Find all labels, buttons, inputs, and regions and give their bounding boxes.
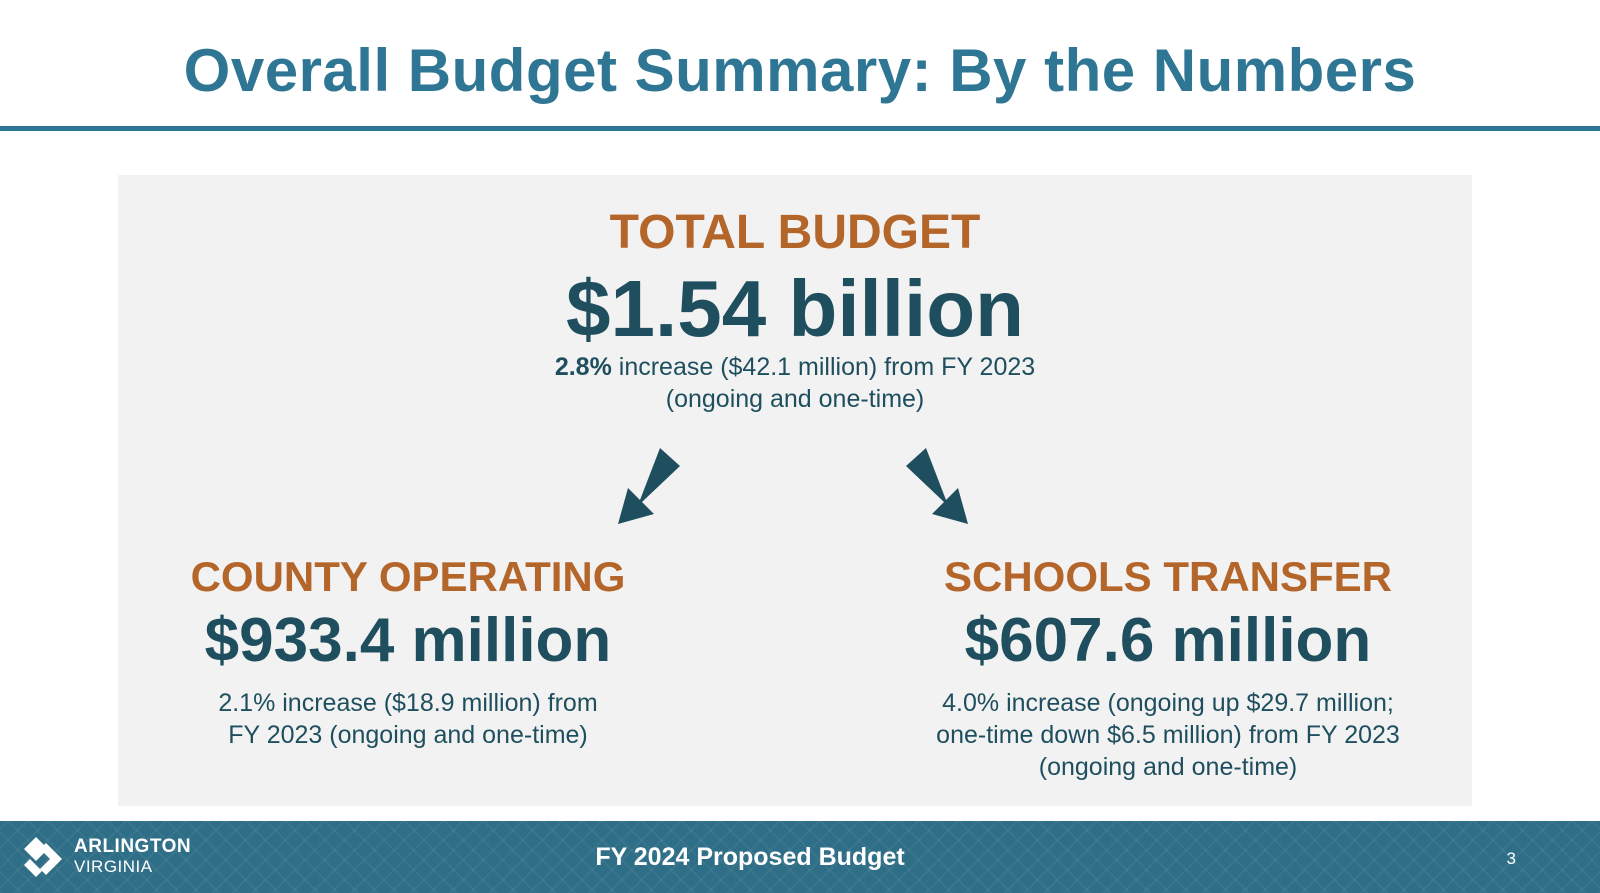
total-desc-line1 [118, 351, 1472, 383]
total-budget-description [118, 351, 1472, 415]
total-budget-label: TOTAL BUDGET [609, 206, 981, 259]
page-title: Overall Budget Summary: By the Numbers [183, 37, 1417, 104]
footer-title: FY 2024 Proposed Budget [595, 843, 905, 871]
total-pct: 2.8% [554, 353, 612, 381]
schools-desc-line1: 4.0% increase (ongoing up $29.7 million; [942, 689, 1394, 717]
arrow-down-right-icon [898, 445, 988, 535]
county-operating-description [178, 687, 638, 751]
footer-bar [0, 821, 1600, 893]
schools-transfer-amount: $607.6 million [964, 606, 1372, 675]
total-budget-amount: $1.54 billion [566, 264, 1024, 353]
schools-desc-line3: (ongoing and one-time) [1038, 753, 1298, 781]
page-number: 3 [1506, 849, 1516, 868]
total-desc-line1-rest: increase ($42.1 million) from FY 2023 [611, 353, 1036, 381]
title-divider [0, 126, 1600, 131]
logo-line1: ARLINGTON [74, 836, 192, 857]
total-desc-line2: (ongoing and one-time) [665, 385, 925, 413]
schools-transfer-description [888, 687, 1448, 783]
schools-desc-line2: one-time down $6.5 million) from FY 2023 [936, 721, 1400, 749]
schools-transfer-label: SCHOOLS TRANSFER [943, 553, 1392, 600]
summary-panel [118, 175, 1472, 806]
county-operating-label: COUNTY OPERATING [190, 553, 626, 600]
logo-line2: VIRGINIA [74, 857, 153, 876]
arrow-down-left-icon [598, 445, 688, 535]
county-operating-amount: $933.4 million [204, 606, 612, 675]
county-desc-line1: 2.1% increase ($18.9 million) from [218, 689, 598, 717]
county-desc-line2: FY 2023 (ongoing and one-time) [228, 721, 588, 749]
